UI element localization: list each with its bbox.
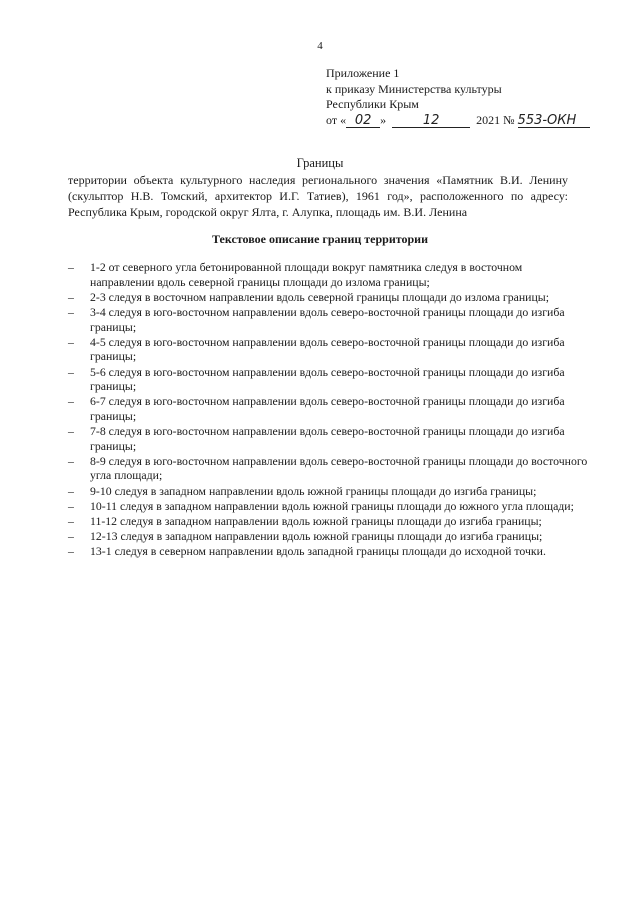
list-item-text: 5-6 следуя в юго-восточном направлении вдоль северо-восточной границы площади до изгиба границы; (90, 364, 565, 394)
list-item-text: 3-4 следуя в юго-восточном направлении вдоль северо-восточной границы площади до изгиба границы; (90, 304, 565, 334)
bullet-dash: – (68, 394, 74, 409)
list-item (68, 424, 588, 453)
bullet-dash: – (68, 453, 74, 468)
list-item-text: 2-3 следуя в восточном направлении вдоль северной границы площади до излома границы; (90, 289, 549, 304)
bullet-dash: – (68, 483, 74, 498)
bullet-dash: – (68, 289, 74, 304)
list-item-text: 10-11 следуя в западном направлении вдоль южной границы площади до южного угла площади; (90, 498, 574, 513)
appendix-order-ref: к приказу Министерства культуры (326, 81, 502, 96)
bullet-dash: – (68, 529, 74, 544)
list-item-text: 4-5 следуя в юго-восточном направлении вдоль северо-восточной границы площади до изгиба границы; (90, 334, 565, 364)
list-item-text: 13-1 следуя в северном направлении вдоль западной границы площади до исходной точки. (90, 544, 546, 559)
order-prefix: от « (326, 112, 347, 127)
bullet-dash: – (68, 260, 74, 274)
list-item-text: 11-12 следуя в западном направлении вдоль южной границы площади до изгиба границы; (90, 514, 542, 529)
bullet-dash: – (68, 498, 74, 513)
bullet-dash: – (68, 304, 74, 319)
order-number: 553-ОКН (518, 114, 590, 128)
list-item-text: 7-8 следуя в юго-восточном направлении вдоль северо-восточной границы площади до изгиба границы; (90, 424, 565, 453)
list-item (68, 394, 588, 423)
order-year: 2021 № (476, 112, 515, 127)
order-day-close: » (380, 112, 387, 127)
intro-paragraph: территории объекта культурного наследия регионального значения «Памятник В.И. Ленину (скульптор Н.В. Томский, архитектор И.Г. Татиев), 1961 год», расположенного по адресу: Республика Крым, городской округ Ялта, г. Алупка, площадь им. В.И. Ленина (68, 173, 568, 219)
appendix-title: Приложение 1 (326, 66, 400, 80)
page-number: 4 (317, 40, 323, 52)
list-item (68, 529, 588, 544)
list-item-text: 8-9 следуя в юго-восточном направлении вдоль северо-восточной границы площади до восточного угла площади; (90, 453, 588, 483)
boundary-list (68, 260, 588, 560)
bullet-dash: – (68, 544, 74, 559)
bullet-dash: – (68, 364, 74, 379)
list-item-text: 1-2 от северного угла бетонированной площади вокруг памятника следуя в восточном направлении вдоль северной границы площади до излома границы; (90, 260, 523, 289)
appendix-republic: Республики Крым (326, 97, 419, 111)
order-month: 12 (392, 114, 470, 128)
list-item (68, 305, 588, 334)
appendix-block (326, 66, 590, 128)
bullet-dash: – (68, 334, 74, 349)
list-item (68, 290, 588, 305)
list-item-text: 12-13 следуя в западном направлении вдоль южной границы площади до изгиба границы; (90, 529, 543, 544)
list-item (68, 335, 588, 364)
list-item-text: 6-7 следуя в юго-восточном направлении вдоль северо-восточной границы площади до изгиба границы; (90, 394, 565, 423)
list-item (68, 454, 588, 483)
bullet-dash: – (68, 424, 74, 439)
list-item (68, 484, 588, 499)
section-subheading: Текстовое описание границ территории (211, 232, 429, 246)
order-date-line (326, 113, 590, 129)
list-item (68, 260, 588, 289)
list-item (68, 499, 588, 514)
list-item (68, 514, 588, 529)
bullet-dash: – (68, 514, 74, 529)
list-item (68, 544, 588, 559)
list-item-text: 9-10 следуя в западном направлении вдоль южной границы площади до изгиба границы; (90, 483, 537, 498)
order-day: 02 (346, 114, 380, 128)
document-heading: Границы (296, 156, 344, 170)
list-item (68, 365, 588, 394)
